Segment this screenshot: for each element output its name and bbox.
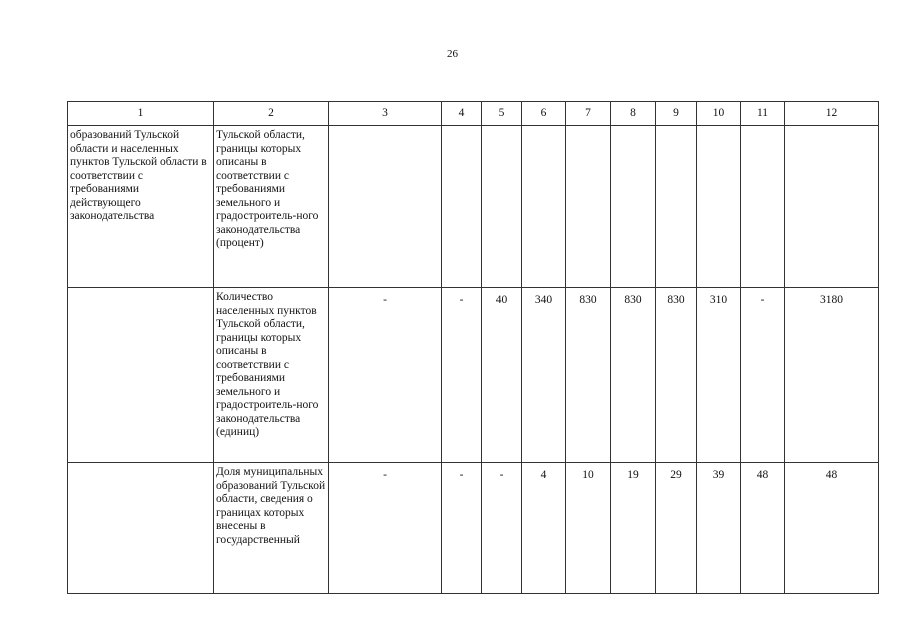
table-cell <box>656 126 697 288</box>
header-cell: 1 <box>68 102 214 126</box>
table-cell-indicator: Количество населенных пунктов Тульской области, границы которых описаны в соответствии с требованиями земельного и градостроитель-ного законодательства (единиц) <box>214 288 329 463</box>
table-cell: 830 <box>656 288 697 463</box>
table-row <box>68 288 879 463</box>
table-cell: - <box>329 463 442 594</box>
table-cell: 340 <box>522 288 566 463</box>
table-cell <box>442 126 482 288</box>
table-cell: - <box>482 463 522 594</box>
table-cell: - <box>741 288 785 463</box>
table-cell: 48 <box>741 463 785 594</box>
table-cell <box>611 126 656 288</box>
header-cell: 8 <box>611 102 656 126</box>
table-row <box>68 126 879 288</box>
table-cell <box>785 126 879 288</box>
header-cell: 3 <box>329 102 442 126</box>
header-cell: 9 <box>656 102 697 126</box>
data-table <box>67 101 879 594</box>
table-cell: 29 <box>656 463 697 594</box>
table-cell-goal: образований Тульской области и населенных пунктов Тульской области в соответствии с требованиями действующего законодательства <box>68 126 214 288</box>
table-cell: 48 <box>785 463 879 594</box>
table-cell: - <box>442 288 482 463</box>
table-cell: 830 <box>566 288 611 463</box>
table-cell-indicator: Доля муниципальных образований Тульской области, сведения о границах которых внесены в государственный <box>214 463 329 594</box>
table-cell-goal <box>68 463 214 594</box>
table-cell: 19 <box>611 463 656 594</box>
table-cell: - <box>442 463 482 594</box>
table-cell: 3180 <box>785 288 879 463</box>
table-cell <box>522 126 566 288</box>
table-cell: 4 <box>522 463 566 594</box>
header-cell: 12 <box>785 102 879 126</box>
table-cell-goal <box>68 288 214 463</box>
table-cell <box>566 126 611 288</box>
table-cell <box>482 126 522 288</box>
header-row <box>68 102 879 126</box>
header-cell: 10 <box>697 102 741 126</box>
table-cell: 310 <box>697 288 741 463</box>
table-cell: 830 <box>611 288 656 463</box>
header-cell: 7 <box>566 102 611 126</box>
table-cell: 39 <box>697 463 741 594</box>
table-cell-indicator: Тульской области, границы которых описаны в соответствии с требованиями земельного и градостроитель-ного законодательства (процент) <box>214 126 329 288</box>
header-cell: 2 <box>214 102 329 126</box>
header-cell: 4 <box>442 102 482 126</box>
header-cell: 5 <box>482 102 522 126</box>
table-row <box>68 463 879 594</box>
table-cell: 10 <box>566 463 611 594</box>
table-cell: 40 <box>482 288 522 463</box>
table-cell <box>697 126 741 288</box>
header-cell: 11 <box>741 102 785 126</box>
header-cell: 6 <box>522 102 566 126</box>
page-number: 26 <box>447 48 458 60</box>
table-cell <box>741 126 785 288</box>
table-cell: - <box>329 288 442 463</box>
table-cell <box>329 126 442 288</box>
